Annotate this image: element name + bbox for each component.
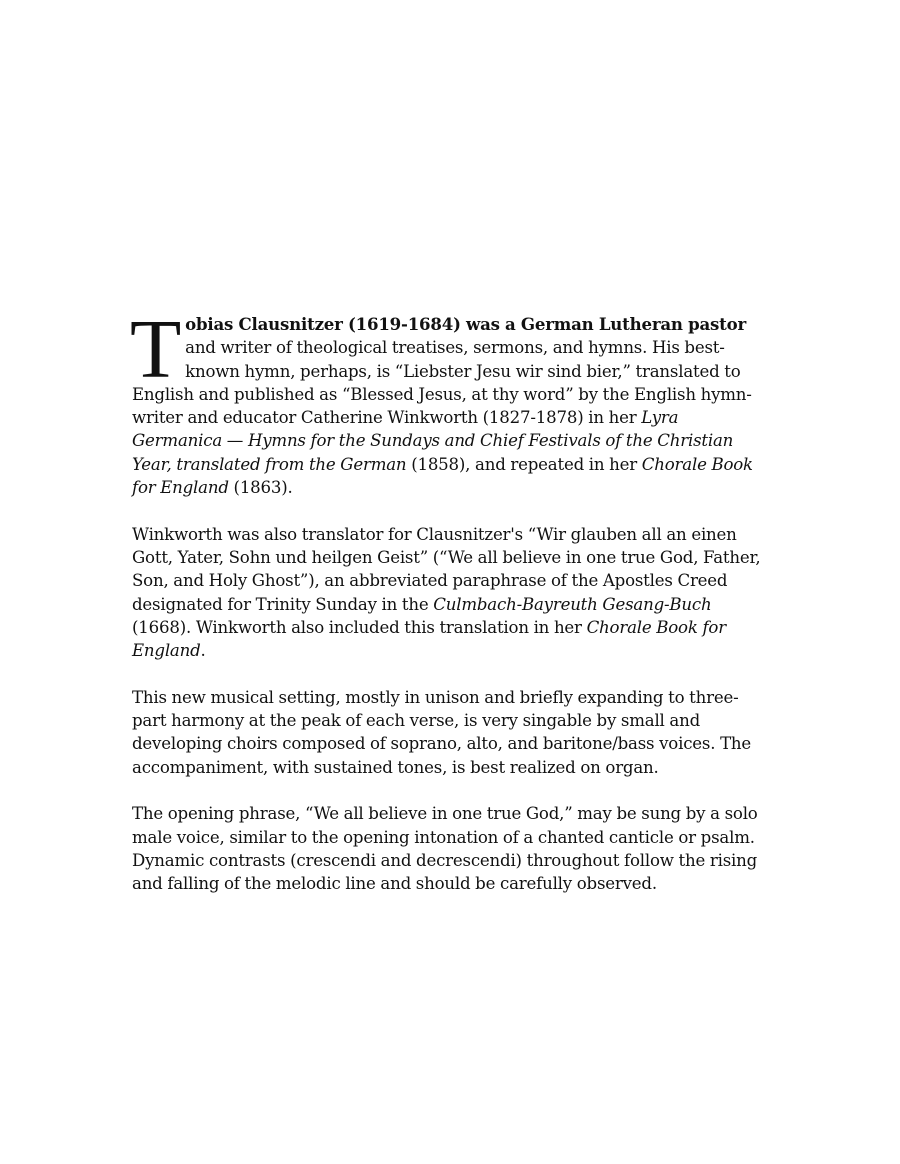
document-page [130,303,772,895]
paragraph-1-text-b: (1858), and repeated in her [406,454,642,474]
paragraph-1-text-c: (1863). [228,478,293,498]
drop-cap: T [130,303,182,396]
paragraph-2-text-a: Winkworth was also translator for Clausnitzer's “Wir glauben all an einen Gott, Yater, Sohn und heilgen Geist” (“We all believe in one true God, Father, Son, and Holy Ghost”), an abbreviated paraphrase of the Apostles Creed designated for Trinity Sunday in the [132,524,761,614]
chorale-book-title-2: Chorale Book for England [132,617,726,661]
paragraph-3: This new musical setting, mostly in unison and briefly expanding to three-part harmony at the peak of each verse, is very singable by small and developing choirs composed of soprano, alto, and baritone/bass voices. The accompaniment, with sustained tones, is best realized on organ. [132,687,752,777]
lyra-germanica-title: Lyra Germanica — Hymns for the Sundays and Chief Festivals of the Christian Year, translated from the German [132,408,734,474]
paragraph-2 [132,523,772,663]
paragraph-4: The opening phrase, “We all believe in one true God,” may be sung by a solo male voice, similar to the opening intonation of a chanted canticle or psalm. Dynamic contrasts (crescendi and decrescendi) throughout follow the rising and falling of the melodic line and should be carefully observed. [132,804,758,894]
paragraph-2-text-b: (1668). Winkworth also included this translation in her [132,617,587,637]
paragraph-1-text-a: and writer of theological treatises, sermons, and hymns. His best-known hymn, perhaps, is “Liebster Jesu wir sind bier,” translated to English and published as “Blessed Jesus, at thy word” by the English hymn-writer and educator Catherine Winkworth (1827-1878) in her [132,338,752,428]
gesang-buch-title: Culmbach-Bayreuth Gesang-Buch [433,594,712,614]
lead-bold-text: obias Clausnitzer (1619-1684) was a German Lutheran pastor [185,314,747,334]
paragraph-2-text-c: . [200,641,206,661]
paragraph-1 [130,303,772,499]
chorale-book-title: Chorale Book for England [132,454,753,498]
